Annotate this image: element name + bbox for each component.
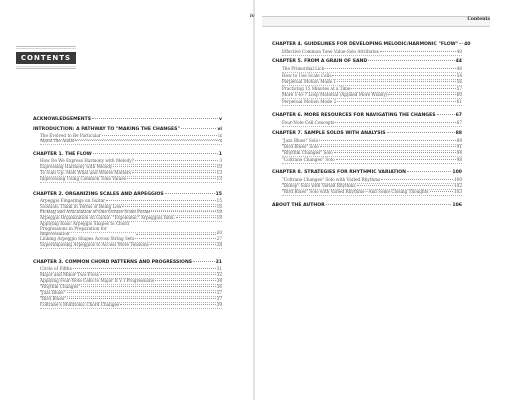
toc-page-number: x xyxy=(219,138,222,143)
toc-leader-dots xyxy=(165,193,215,194)
toc-page-number: 100 xyxy=(452,170,462,175)
toc-leader-dots xyxy=(380,51,456,52)
toc-entry-title: CHAPTER 3. COMMON CHORD PATTERNS AND PROGRESSIONS xyxy=(33,260,193,265)
toc-leader-dots xyxy=(93,153,218,154)
toc-page-number: 57 xyxy=(456,86,462,91)
header-rule-bottom-inner xyxy=(16,66,76,67)
toc-page-number: 106 xyxy=(452,203,462,208)
toc-leader-dots xyxy=(437,114,455,115)
toc-entry-title: More 1-to-7 Loop Material (Applied More Widely) xyxy=(282,92,388,97)
toc-entry-title: CHAPTER 4. GUIDELINES FOR DEVELOPING MELODIC/HARMONIC "FLOW" xyxy=(272,42,459,47)
toc-entry-title: How Do We Express Harmony with Melody? xyxy=(40,158,134,163)
toc-entry-title: CHAPTER 5. FROM A GRAIN OF SAND xyxy=(272,59,368,64)
toc-page-number: 18 xyxy=(216,209,222,214)
toc-entry-title: Effective Common Tone Value-Solo Attributes xyxy=(282,49,379,54)
toc-leader-dots xyxy=(73,268,216,269)
toc-entry-title: "Rhythm Changes" Solo xyxy=(282,150,333,155)
toc-leader-dots xyxy=(332,75,455,76)
toc-entry-title: Expressing Harmony with Melody xyxy=(40,164,113,169)
toc-entry-title: Circle of Fifths xyxy=(40,266,72,271)
toc-page-number: 27 xyxy=(216,236,222,241)
toc-entry-title: INTRODUCTION: A PATHWAY TO "MAKING THE CHANGES" xyxy=(33,127,180,132)
toc-leader-dots xyxy=(67,292,216,293)
toc-entry-title: Applying Four-Note Cells to Major II V I Progressions xyxy=(40,278,154,283)
toc-page-number: 40 xyxy=(464,42,471,47)
toc-entry-title: ABOUT THE AUTHOR xyxy=(272,203,325,208)
toc-entry-title: Perpetual Motion Mode 2 xyxy=(282,99,337,104)
toc-leader-dots xyxy=(102,135,217,136)
toc-entry-title: Practicing 15 Minutes at a Time xyxy=(282,86,351,91)
toc-page-number: 39 xyxy=(216,302,222,307)
toc-leader-dots xyxy=(135,238,216,239)
toc-page-number: 98 xyxy=(456,157,462,162)
toc-page-number: 15 xyxy=(216,198,222,203)
toc-leader-dots xyxy=(387,132,455,133)
toc-page-number: 60 xyxy=(456,92,462,97)
toc-divider xyxy=(40,144,222,145)
toc-page-number: 34 xyxy=(216,278,222,283)
toc-leader-dots xyxy=(337,81,455,82)
toc-leader-dots xyxy=(176,217,216,218)
contents-title: CONTENTS xyxy=(16,52,76,64)
toc-divider xyxy=(282,55,462,56)
toc-leader-dots xyxy=(351,88,455,89)
toc-leader-dots xyxy=(106,200,216,201)
toc-page-number: 37 xyxy=(216,290,222,295)
toc-leader-dots xyxy=(459,43,463,44)
toc-entry-title: The Primordial Lick xyxy=(282,66,325,71)
toc-page-number: 13 xyxy=(216,170,222,175)
toc-entry-title: Improvising Using Common Tone Values xyxy=(40,176,126,181)
toc-leader-dots xyxy=(335,122,455,123)
toc-leader-dots xyxy=(381,179,453,180)
toc-leader-dots xyxy=(336,159,456,160)
toc-leader-dots xyxy=(193,261,214,262)
toc-entry-title: Applying Basic Arpeggio Shapes to Chord Progressions in Preparation for Improvisation xyxy=(40,221,129,236)
toc-page-number: v xyxy=(219,117,222,122)
toc-leader-dots xyxy=(325,68,456,69)
toc-entry-title: CHAPTER 7. SAMPLE SOLOS WITH ANALYSIS xyxy=(272,131,386,136)
toc-entry-title: Coltrane's Multitonic Chord Changes xyxy=(40,302,120,307)
toc-leader-dots xyxy=(430,191,453,192)
toc-section-entry xyxy=(272,170,462,176)
toc-leader-dots xyxy=(334,152,456,153)
toc-page-number: 28 xyxy=(216,242,222,247)
toc-divider xyxy=(282,105,462,106)
toc-section-entry xyxy=(33,117,222,123)
toc-page-number: 1 xyxy=(218,152,222,157)
toc-page-number: 46 xyxy=(456,66,462,71)
toc-page-number: 13 xyxy=(216,176,222,181)
toc-entry-title: Solution: Think in Terms of Being Low xyxy=(40,204,122,209)
toc-page-number: 32 xyxy=(216,272,222,277)
toc-divider xyxy=(40,308,222,309)
toc-subentry xyxy=(40,221,222,236)
toc-leader-dots xyxy=(127,178,216,179)
toc-leader-dots xyxy=(100,274,216,275)
toc-leader-dots xyxy=(155,280,216,281)
toc-leader-dots xyxy=(150,244,216,245)
toc-page-number: 102 xyxy=(454,183,462,188)
toc-page-number: 10 xyxy=(216,164,222,169)
toc-entry-title: The Evolved to Be Particular xyxy=(40,133,101,138)
toc-leader-dots xyxy=(326,204,452,205)
toc-divider xyxy=(282,126,462,127)
toc-leader-dots xyxy=(120,304,216,305)
toc-leader-dots xyxy=(122,206,215,207)
toc-entry-title: "Jazz Blues" Solo xyxy=(282,138,319,143)
toc-entry-title: Superimposing Arpeggios to Access More Tensions xyxy=(40,242,149,247)
toc-page-number: 31 xyxy=(216,266,222,271)
toc-leader-dots xyxy=(368,60,454,61)
toc-page-number: 36 xyxy=(216,284,222,289)
toc-page-number: 54 xyxy=(456,73,462,78)
toc-leader-dots xyxy=(75,140,218,141)
toc-leader-dots xyxy=(357,185,453,186)
toc-section-entry xyxy=(272,42,471,48)
toc-section-entry xyxy=(272,131,462,137)
toc-entry-title: Linking Arpeggio Shapes Across String Sets xyxy=(40,236,135,241)
toc-entry-title: To Sum Up: Melt What and Where Matters xyxy=(40,170,132,175)
toc-leader-dots xyxy=(388,94,455,95)
toc-section-entry xyxy=(272,113,462,119)
toc-page-number: 88 xyxy=(455,131,462,136)
toc-page-number: 61 xyxy=(456,99,462,104)
toc-page-number: 20 xyxy=(216,230,222,235)
toc-page-number: 15 xyxy=(215,192,222,197)
toc-leader-dots xyxy=(135,160,218,161)
toc-page-number: ix xyxy=(218,133,222,138)
toc-leader-dots xyxy=(151,211,215,212)
toc-page-number: 89 xyxy=(456,138,462,143)
header-rule-top-inner xyxy=(16,48,76,49)
toc-leader-dots xyxy=(320,146,456,147)
toc-entry-title: "Coltrane Changes" Solo xyxy=(282,157,335,162)
toc-page-number: 100 xyxy=(454,177,462,182)
toc-page-number: 37 xyxy=(216,296,222,301)
toc-page-number: 31 xyxy=(215,260,222,265)
toc-entry-title: "Bird Blues" Solo with Varied Rhythms—And Some Closing Thoughts xyxy=(282,189,429,194)
toc-entry-title: "Bebop" Solo with Varied Rhythms xyxy=(282,183,356,188)
toc-divider xyxy=(40,248,222,249)
page-number: iv xyxy=(250,14,255,19)
toc-entry-title: CHAPTER 6. MORE RESOURCES FOR NAVIGATING THE CHANGES xyxy=(272,113,436,118)
toc-divider xyxy=(40,232,222,233)
toc-leader-dots xyxy=(136,234,216,235)
toc-divider xyxy=(282,195,462,196)
toc-entry-title: About the Audio xyxy=(40,138,75,143)
toc-leader-dots xyxy=(407,171,451,172)
toc-entry-title: ACKNOWLEDGEMENTS xyxy=(33,117,92,122)
toc-leader-dots xyxy=(81,286,216,287)
toc-entry-title: CHAPTER 1. THE FLOW xyxy=(33,152,92,157)
header-rule-bottom xyxy=(16,68,76,69)
toc-divider xyxy=(40,182,222,183)
toc-entry-title: Arpeggio Organization on Guitar: "Ergonomic" Arpeggios Intel. xyxy=(40,215,175,220)
toc-page-number: 91 xyxy=(456,144,462,149)
toc-section-entry xyxy=(272,59,462,65)
toc-page-number: 67 xyxy=(456,120,462,125)
toc-entry-title: Arpeggio Fingerings on Guitar xyxy=(40,198,106,203)
toc-entry-title: Four-Note Cell Concepts xyxy=(282,120,335,125)
toc-page-number: 103 xyxy=(454,189,462,194)
toc-entry-title: How to Use Scale Cells xyxy=(282,73,332,78)
toc-page-number: 3 xyxy=(219,158,222,163)
toc-page-number: 67 xyxy=(455,113,462,118)
toc-entry-title: "Bird Blues" xyxy=(40,296,67,301)
toc-page-number: 19 xyxy=(216,215,222,220)
toc-entry-title: "Rhythm Changes" xyxy=(40,284,81,289)
toc-leader-dots xyxy=(181,128,217,129)
toc-leader-dots xyxy=(319,140,456,141)
header-rule-top xyxy=(16,46,76,47)
toc-entry-title: Picking and Articulation of One Octave Scale Forms xyxy=(40,209,151,214)
toc-page-number: vi xyxy=(217,127,222,132)
toc-entry-title: "Jazz Blues" xyxy=(40,290,66,295)
toc-page-number: 40 xyxy=(456,49,462,54)
toc-entry-title: Perpetual Motion Mode 1 xyxy=(282,79,337,84)
toc-divider xyxy=(282,163,462,164)
toc-page-number: 56 xyxy=(456,79,462,84)
toc-leader-dots xyxy=(113,166,215,167)
toc-page-number: 44 xyxy=(455,59,462,64)
toc-entry-title: "Bird Blues" Solo xyxy=(282,144,319,149)
toc-page-number: 16 xyxy=(216,204,222,209)
toc-leader-dots xyxy=(92,118,218,119)
toc-entry-title: Major and Minor Two-Fives xyxy=(40,272,99,277)
toc-entry-title: CHAPTER 2. ORGANIZING SCALES AND ARPEGGIOS xyxy=(33,192,164,197)
toc-page-number: 94 xyxy=(456,150,462,155)
toc-leader-dots xyxy=(132,172,216,173)
toc-entry-title: CHAPTER 8. STRATEGIES FOR RHYTHMIC VARIATION xyxy=(272,170,407,175)
toc-entry-title: "Coltrane Changes" Solo with Varied Rhythms xyxy=(282,177,381,182)
toc-leader-dots xyxy=(67,298,216,299)
toc-leader-dots xyxy=(337,101,455,102)
toc-section-entry xyxy=(272,203,462,209)
running-header-title: Contents xyxy=(467,17,490,22)
